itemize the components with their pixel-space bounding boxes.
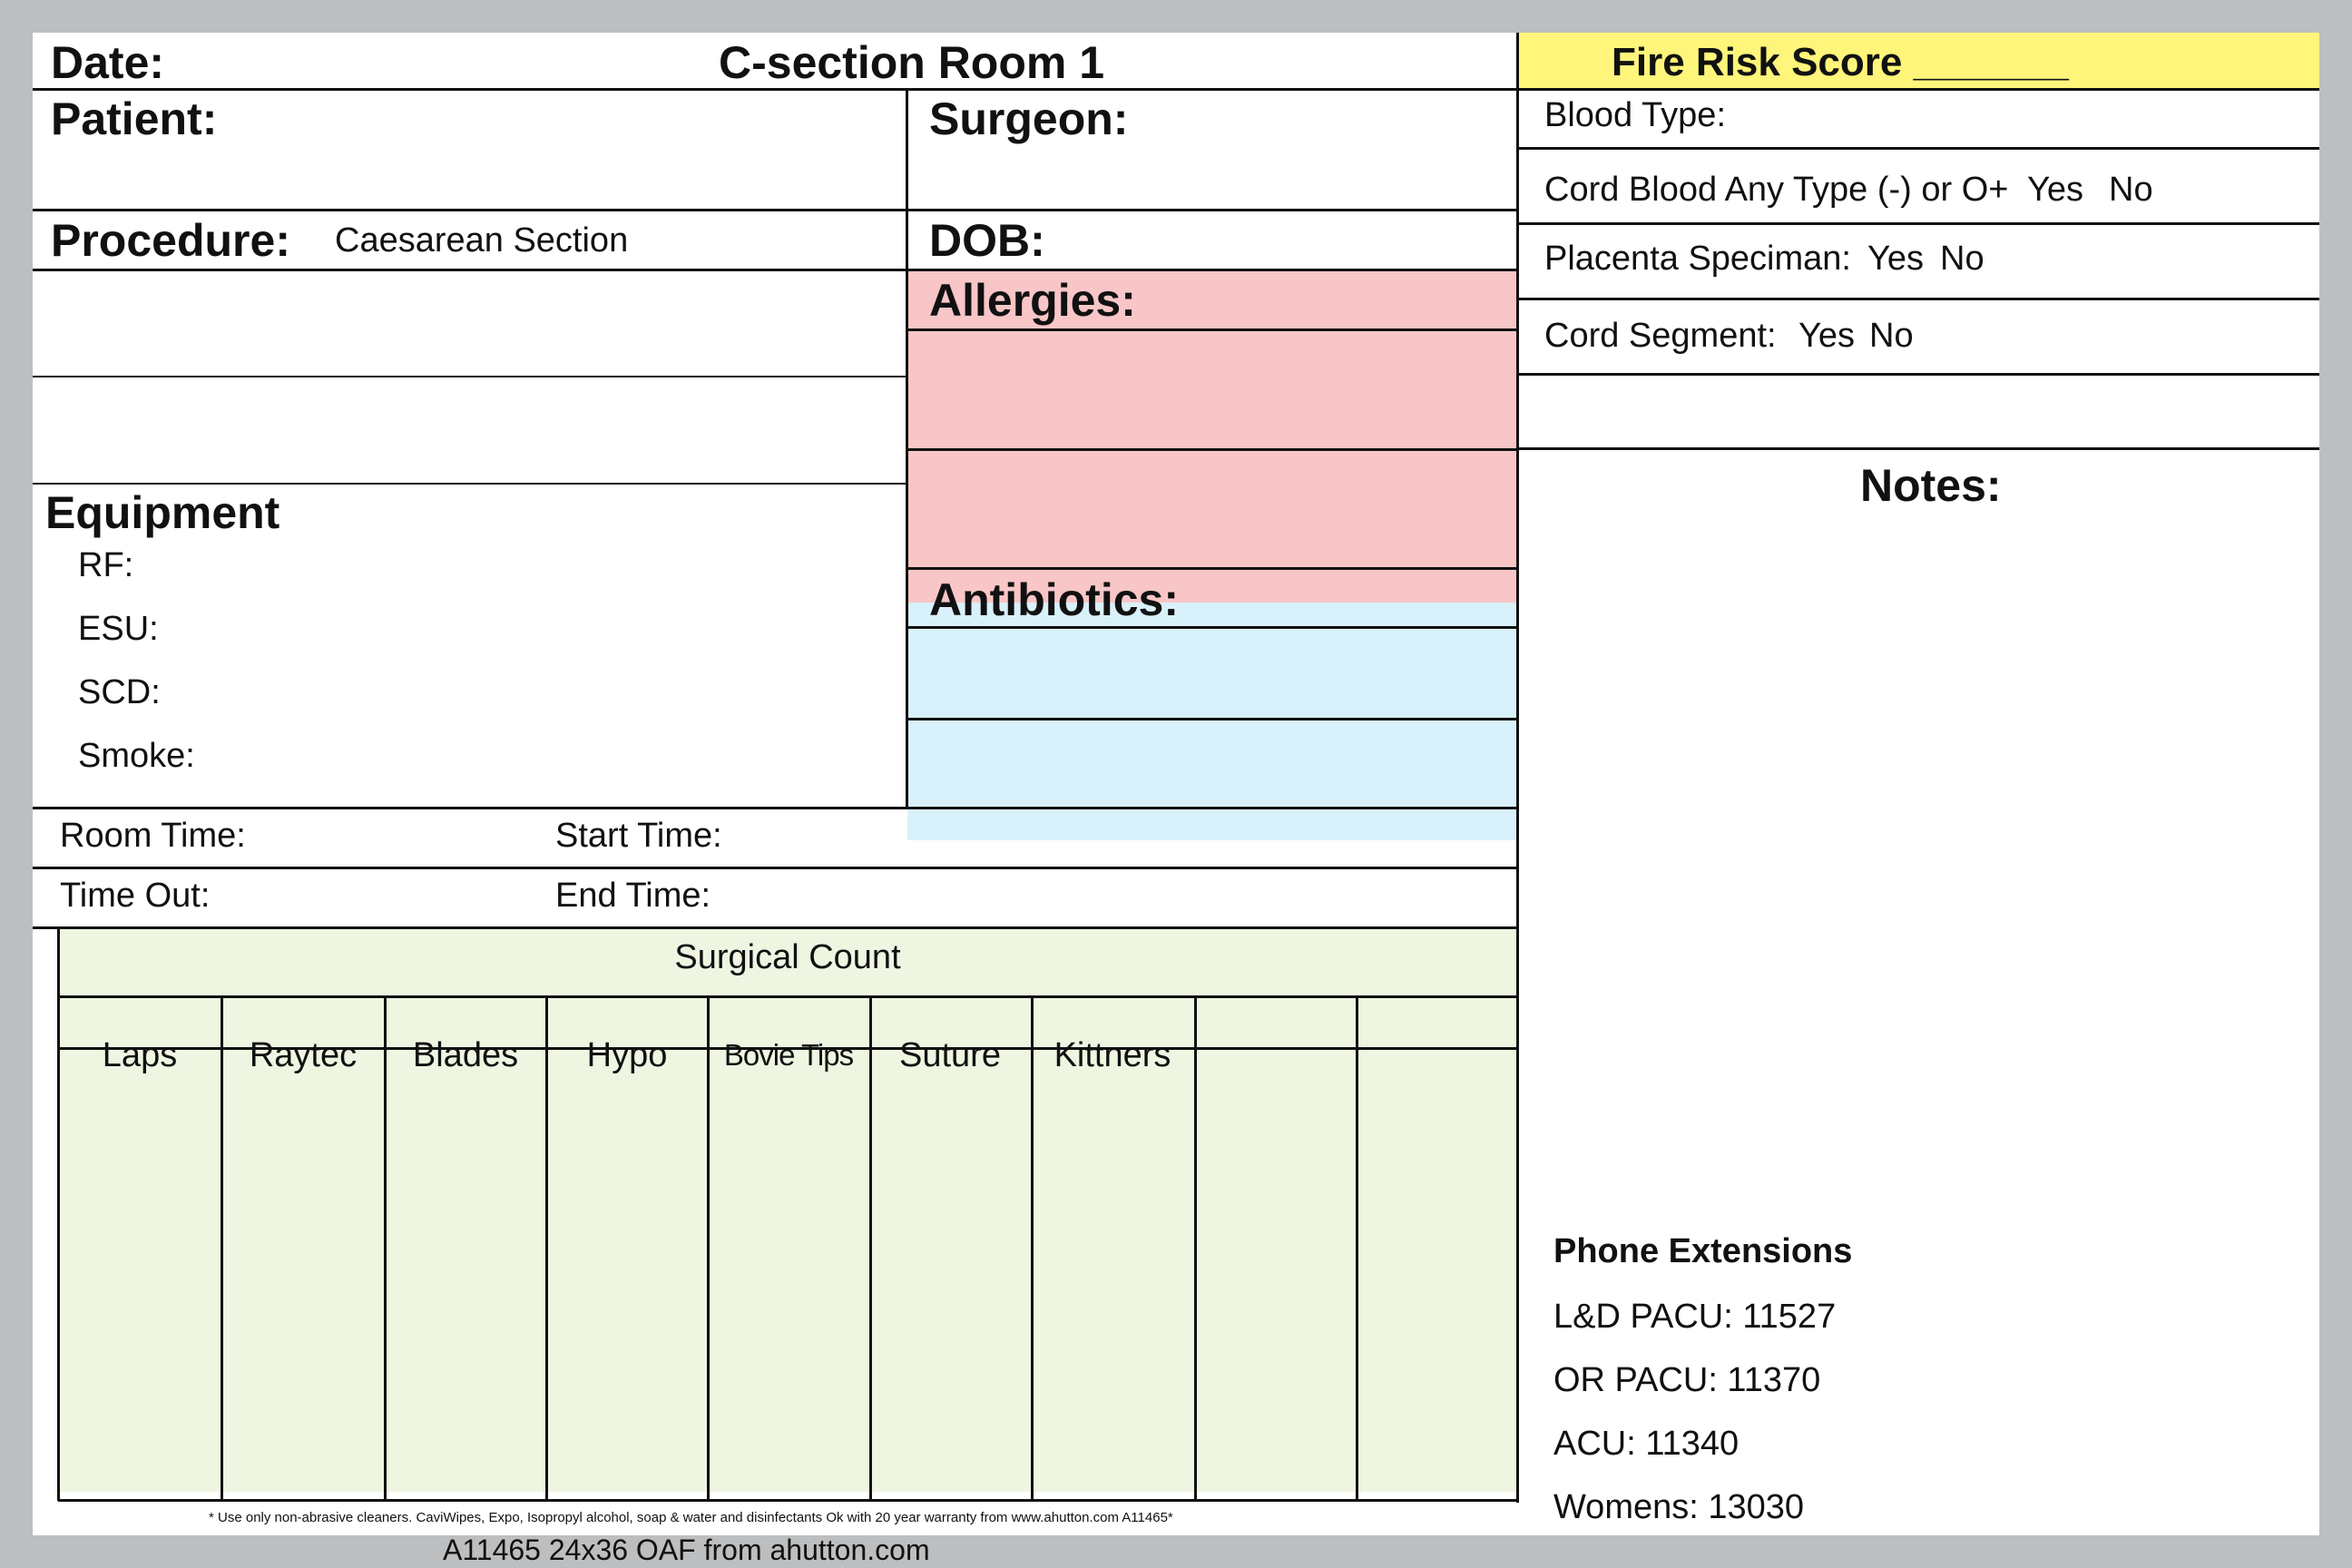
phone-item: ACU: 11340 <box>1553 1425 1740 1463</box>
equipment-title: Equipment <box>45 487 280 538</box>
cord-blood-no: No <box>2109 171 2153 209</box>
dob-label: DOB: <box>929 215 1045 266</box>
patient-label: Patient: <box>51 93 218 144</box>
phone-item: L&D PACU: 11527 <box>1553 1298 1837 1336</box>
procedure-label: Procedure: <box>51 215 290 266</box>
product-code: A11465 24x36 OAF from ahutton.com <box>443 1534 930 1566</box>
whiteboard <box>33 33 2319 1535</box>
antibiotics-label: Antibiotics: <box>929 574 1179 625</box>
fire-risk-label: Fire Risk Score _______ <box>1612 40 2069 84</box>
end-time-label: End Time: <box>555 877 711 915</box>
surgical-count-bg <box>58 929 1517 1492</box>
placenta-yes: Yes <box>1867 240 1924 278</box>
surgical-count-title: Surgical Count <box>674 938 901 976</box>
equipment-smoke: Smoke: <box>78 737 195 775</box>
notes-title: Notes: <box>1860 460 2002 511</box>
phone-title: Phone Extensions <box>1553 1232 1853 1270</box>
blood-type-label: Blood Type: <box>1544 96 1727 134</box>
cord-segment-label: Cord Segment: <box>1544 317 1777 355</box>
cord-blood-yes: Yes <box>2027 171 2083 209</box>
column-bovie-tips: Bovie Tips <box>723 1038 854 1072</box>
date-label: Date: <box>51 37 165 88</box>
cord-blood-label: Cord Blood Any Type (-) or O+ <box>1544 171 2009 209</box>
equipment-rf: RF: <box>78 546 134 584</box>
placenta-no: No <box>1940 240 1984 278</box>
antibiotics-bg <box>907 603 1517 840</box>
procedure-value: Caesarean Section <box>335 221 629 260</box>
column-raytec: Raytec <box>249 1036 358 1074</box>
time-out-label: Time Out: <box>60 877 211 915</box>
disclaimer: * Use only non-abrasive cleaners. CaviWipes, Expo, Isopropyl alcohol, soap & water and disinfectants Ok with 20 year warranty from www.ahutton.com A11465* <box>209 1510 1173 1525</box>
equipment-esu: ESU: <box>78 610 159 648</box>
cord-segment-no: No <box>1869 317 1914 355</box>
column-suture: Suture <box>899 1036 1001 1074</box>
cord-segment-yes: Yes <box>1798 317 1855 355</box>
equipment-scd: SCD: <box>78 673 161 711</box>
column-blades: Blades <box>412 1036 519 1074</box>
phone-item: OR PACU: 11370 <box>1553 1361 1821 1399</box>
column-blank-1 <box>1194 1033 1356 1078</box>
column-kittners: Kittners <box>1054 1036 1171 1074</box>
placenta-label: Placenta Speciman: <box>1544 240 1851 278</box>
start-time-label: Start Time: <box>555 817 722 855</box>
column-hypo: Hypo <box>586 1036 668 1074</box>
room-title: C-section Room 1 <box>719 37 1105 88</box>
room-time-label: Room Time: <box>60 817 246 855</box>
phone-item: Womens: 13030 <box>1553 1488 1805 1526</box>
allergies-label: Allergies: <box>929 275 1136 326</box>
column-laps: Laps <box>102 1036 178 1074</box>
surgeon-label: Surgeon: <box>929 93 1129 144</box>
column-blank-2 <box>1356 1033 1517 1078</box>
